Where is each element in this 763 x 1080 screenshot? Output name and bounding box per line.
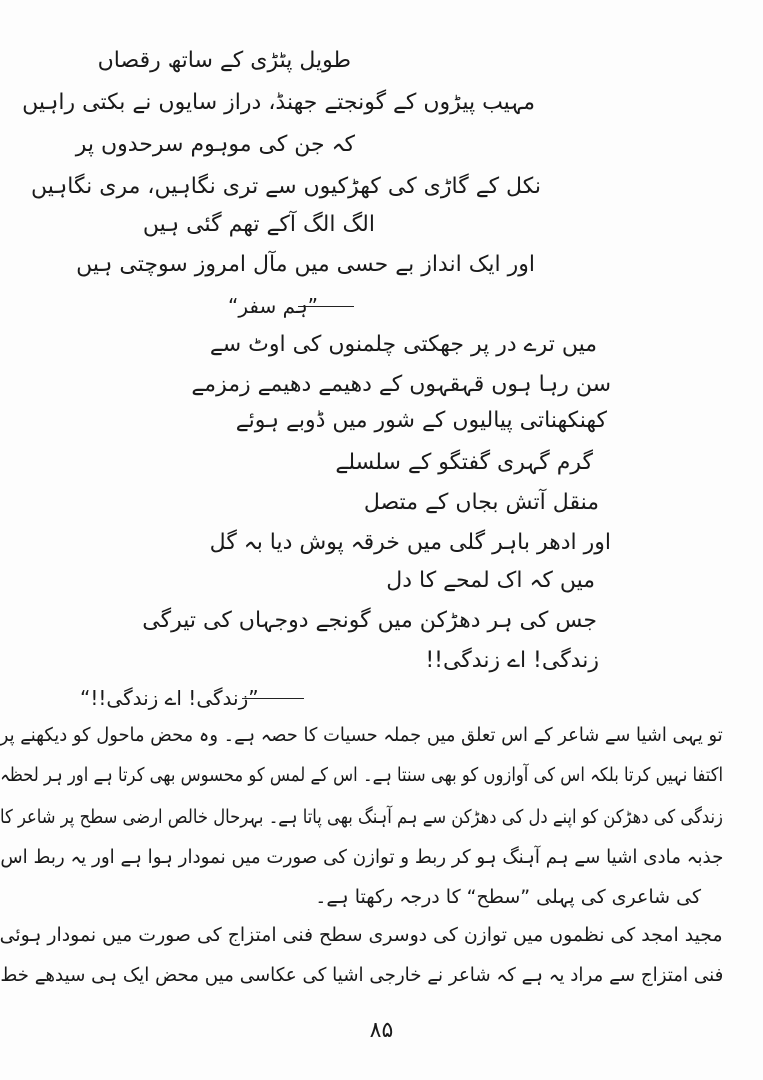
prose-line-3: زندگی کی دھڑکن کو اپنے دل کی دھڑکن سے ہم آہنگ بھی پاتا ہے۔ بہرحال خالص ارضی سطح پر شاعر کا (0, 806, 723, 828)
poem2-line-9: زندگی! اے زندگی!! (425, 648, 599, 673)
poem1-line-2: مہیب پیڑوں کے گونجتے جھنڈ، دراز سایوں نے بکتی راہیں (22, 90, 535, 115)
poem2-line-7: میں کہ اک لمحے کا دل (386, 568, 595, 593)
poem1-line-3: کہ جن کی موہوم سرحدوں پر (75, 132, 355, 157)
poem1-line-4: نکل کے گاڑی کی کھڑکیوں سے تری نگاہیں، مری نگاہیں (30, 174, 541, 199)
prose-line-1: تو یہی اشیا سے شاعر کے اس تعلق میں جملہ حسیات کا حصہ ہے۔ وہ محض ماحول کو دیکھنے پر (0, 724, 723, 746)
poem1-title-rule (298, 306, 354, 307)
prose-line-6: مجید امجد کی نظموں میں توازن کی دوسری سطح فنی امتزاج کی صورت میں نمودار ہوئی (0, 924, 723, 946)
poem1-line-6: اور ایک انداز بے حسی میں مآل امروز سوچتی ہیں (76, 252, 535, 277)
poem1-line-1: طویل پٹڑی کے ساتھ رقصاں (97, 48, 351, 73)
poem2-title: ”زندگی! اے زندگی!!“ (80, 686, 259, 710)
page-number: ۸۵ (369, 1018, 394, 1043)
prose-line-7: فنی امتزاج سے مراد یہ ہے کہ شاعر نے خارجی اشیا کی عکاسی میں محض ایک ہی سیدھے خط (0, 964, 723, 986)
poem2-line-1: میں ترے در پر جھکتی چلمنوں کی اوٹ سے (209, 332, 597, 357)
poem2-line-2: سن رہا ہوں قہقہوں کے دھیمے دھیمے زمزمے (191, 372, 611, 397)
poem2-title-rule (242, 698, 304, 699)
prose-line-4: جذبہ مادی اشیا سے ہم آہنگ ہو کر ربط و توازن کی صورت میں نمودار ہوا ہے اور یہ ربط اس (0, 846, 723, 868)
poem2-line-6: اور ادھر باہر گلی میں خرقہ پوش دیا بہ گل (209, 530, 611, 555)
poem2-line-3: کھنکھناتی پیالیوں کے شور میں ڈوبے ہوئے (235, 408, 607, 433)
poem1-title: ”ہم سفر“ (228, 294, 319, 318)
poem1-line-5: الگ الگ آکے تھم گئی ہیں (142, 212, 375, 237)
prose-line-5: کی شاعری کی پہلی ”سطح“ کا درجہ رکھتا ہے۔ (315, 886, 701, 908)
prose-line-2: اکتفا نہیں کرتا بلکہ اس کی آوازوں کو بھی سنتا ہے۔ اس کے لمس کو محسوس بھی کرتا ہے اور ہر لحظہ (0, 764, 723, 786)
poem2-line-5: منقل آتش بجاں کے متصل (363, 490, 599, 515)
poem2-line-4: گرم گہری گفتگو کے سلسلے (335, 450, 593, 475)
poem2-line-8: جس کی ہر دھڑکن میں گونجے دوجہاں کی تیرگی (142, 608, 597, 633)
